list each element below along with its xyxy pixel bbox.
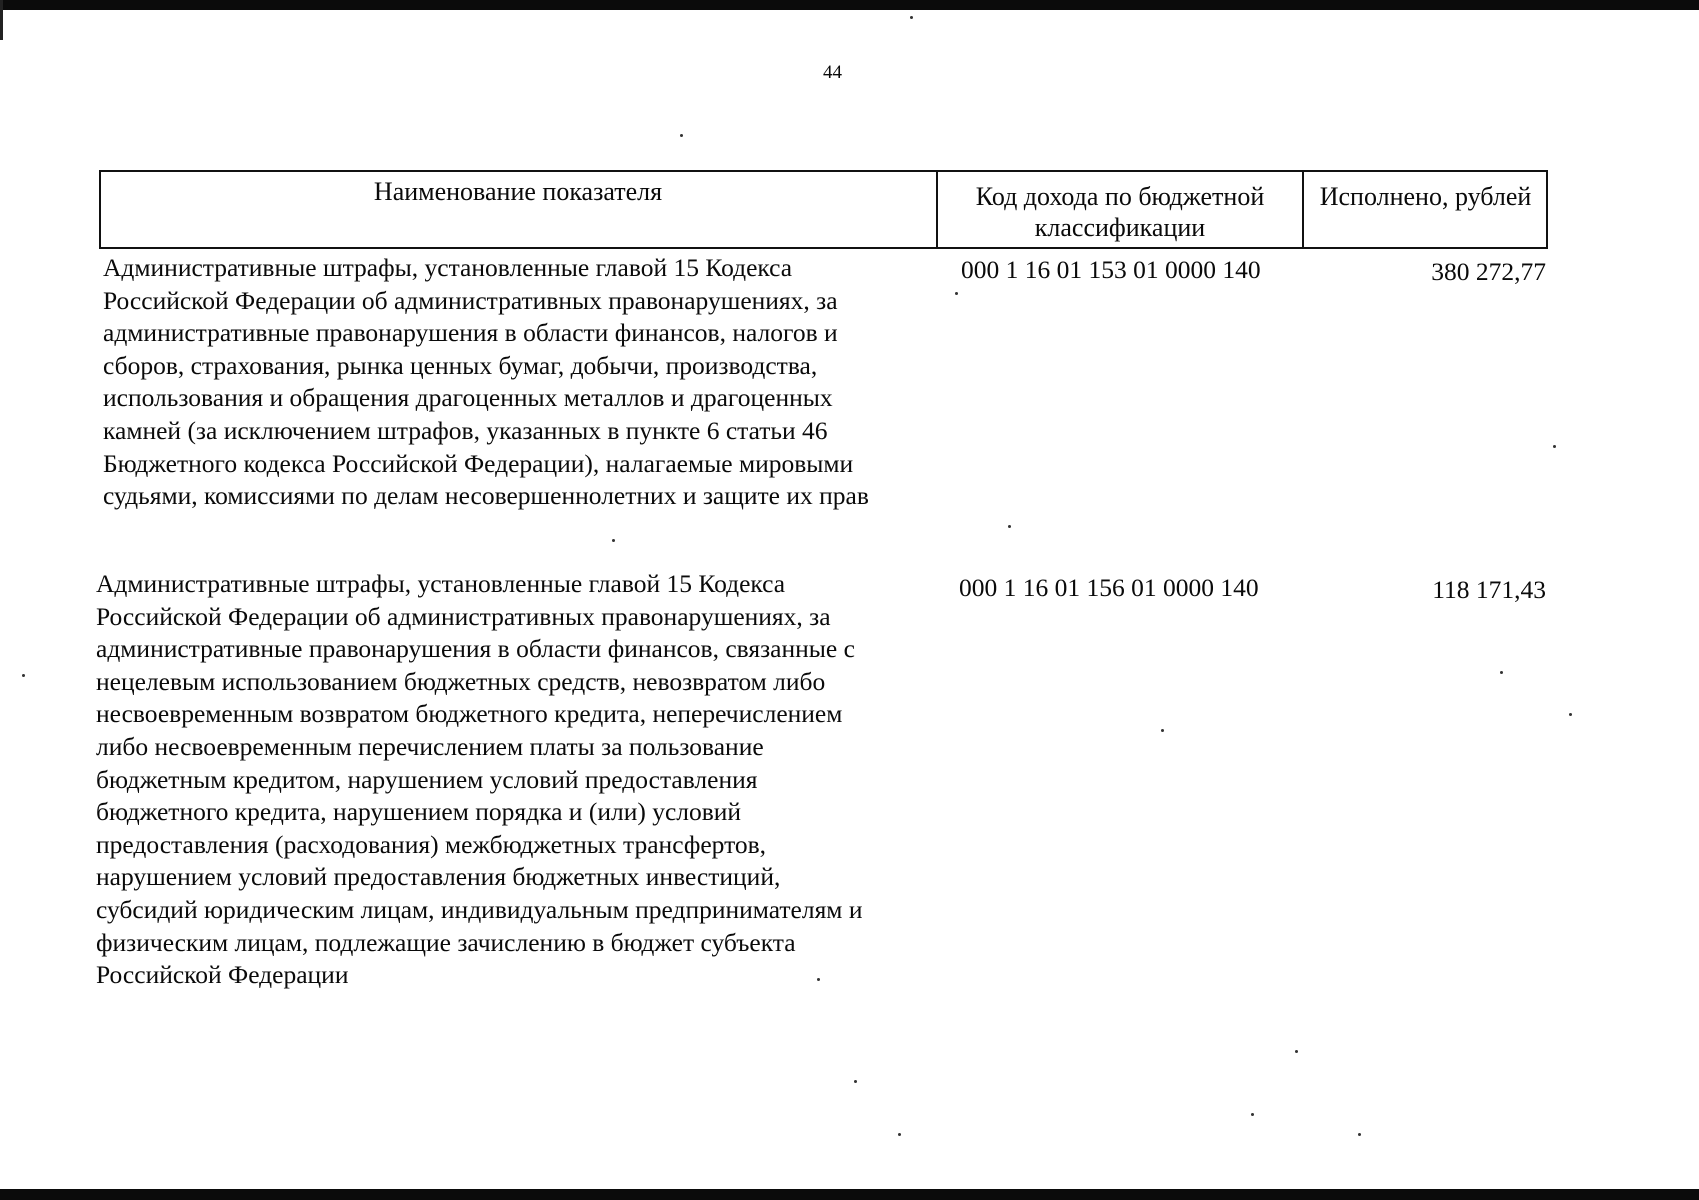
scan-speck [1251, 1113, 1254, 1116]
scan-edge-top [0, 0, 1699, 10]
row-code: 000 1 16 01 153 01 0000 140 [961, 255, 1261, 284]
scan-speck [955, 292, 958, 295]
row-name: Административные штрафы, установленные главой 15 Кодекса Российской Федерации об административных правонарушениях, за административные правонарушения в области финансов, налогов и сборов, страхования, рынка ценных бумаг, добычи, производства, использования и обращения драгоценных металлов и драгоценных камней (за исключением штрафов, указанных в пункте 6 статьи 46 Бюджетного кодекса Российской Федерации), налагаемые мировыми судьями, комиссиями по делам несовершеннолетних и защите их прав [103, 253, 869, 511]
scan-speck [1569, 713, 1572, 716]
scan-edge-left [0, 0, 3, 40]
row-code: 000 1 16 01 156 01 0000 140 [959, 573, 1259, 602]
header-name: Наименование показателя [373, 177, 663, 206]
row-name: Административные штрафы, установленные главой 15 Кодекса Российской Федерации об административных правонарушениях, за административные правонарушения в области финансов, связанные с нецелевым использованием бюджетных средств, невозвратом либо несвоевременным возвратом бюджетного кредита, неперечислением либо несвоевременным перечислением платы за пользование бюджетным кредитом, нарушением условий предоставления бюджетного кредита, нарушением порядка и (или) условий предоставления (расходования) межбюджетных трансфертов, нарушением условий предоставления бюджетных инвестиций, субсидий юридическим лицам, индивидуальным предпринимателям и физическим лицам, подлежащие зачислению в бюджет субъекта Российской Федерации [96, 569, 863, 990]
scan-speck [1008, 525, 1011, 528]
scan-speck [817, 978, 820, 981]
header-code: Код дохода по бюджетной классификации [975, 182, 1265, 242]
scan-speck [1553, 445, 1556, 448]
header-executed: Исполнено, рублей [1319, 182, 1532, 211]
scan-speck [910, 16, 913, 19]
scan-speck [854, 1080, 857, 1083]
row-executed: 380 272,77 [1431, 257, 1546, 286]
scan-speck [680, 134, 683, 137]
scan-speck [1500, 671, 1503, 674]
scan-edge-bottom [0, 1189, 1699, 1200]
row-executed: 118 171,43 [1432, 575, 1546, 604]
scan-speck [612, 539, 615, 542]
page-number: 44 [823, 62, 842, 83]
scan-speck [1358, 1133, 1361, 1136]
scan-speck [22, 674, 25, 677]
scan-speck [898, 1133, 901, 1136]
scan-speck [1161, 729, 1164, 732]
scan-speck [1295, 1050, 1298, 1053]
